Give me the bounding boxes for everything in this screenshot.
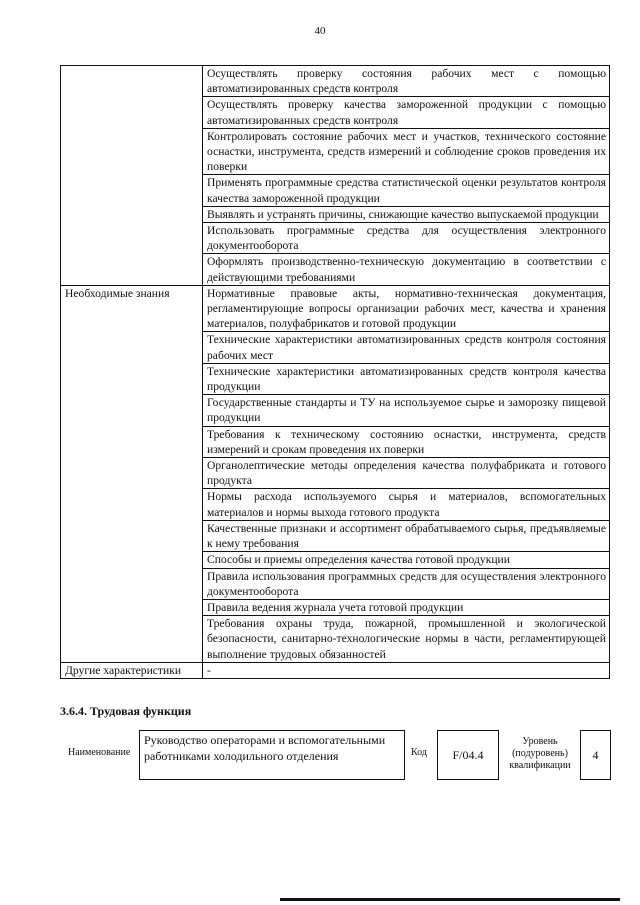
row-text-cell: Правила ведения журнала учета готовой продукции [203,599,610,615]
section-title: 3.6.4. Трудовая функция [60,704,192,718]
row-text-cell: Нормативные правовые акты, нормативно-техническая документация, регламентирующие вопросы организации рабочих мест, качества и хранения материалов, полуфабрикатов и готовой продукции [203,285,610,332]
row-text-cell: Технические характеристики автоматизированных средств контроля качества продукции [203,363,610,394]
row-text-cell: Контролировать состояние рабочих мест и участков, технического состояние оснастки, инструмента, средств измерений и соблюдение сроков проведения их поверки [203,128,610,175]
row-text-cell: Осуществлять проверку качества замороженной продукции с помощью автоматизированных средств контроля [203,97,610,128]
table-row [61,285,610,332]
code-value-box [437,730,499,780]
row-text-cell: Правила использования программных средств для осуществления электронного документооборота [203,568,610,599]
labor-function-row [0,730,640,780]
row-label-cell [61,66,203,286]
row-text-cell: Оформлять производственно-техническую документацию в соответствии с действующими требованиями [203,254,610,285]
name-label: Наименование [68,747,131,758]
row-text-cell: Качественные признаки и ассортимент обрабатываемого сырья, предъявляемые к нему требования [203,520,610,551]
row-text-cell: Государственные стандарты и ТУ на используемое сырье и заморозку пищевой продукции [203,395,610,426]
row-text-cell: Требования охраны труда, пожарной, промышленной и экологической безопасности, санитарно-технологические нормы в части, регламентирующей выполнение трудовых обязанностей [203,616,610,663]
row-text-cell: Требования к техническому состоянию оснастки, инструмента, средств измерений и срокам проведения их поверки [203,426,610,457]
row-text-cell: Нормы расхода используемого сырья и материалов, вспомогательных материалов и нормы выхода готового продукта [203,489,610,520]
code-value: F/04.4 [452,747,484,762]
table-row [61,662,610,678]
row-text-cell: Способы и приемы определения качества готовой продукции [203,552,610,568]
level-value: 4 [592,747,599,762]
row-label-cell: Другие характеристики [61,662,203,678]
code-label: Код [411,747,427,758]
page-number: 40 [314,25,326,37]
table-row [61,66,610,97]
row-text-cell: - [203,662,610,678]
level-label: Уровень (подуровень) квалификации [509,736,571,771]
row-text-cell: Выявлять и устранять причины, снижающие качество выпускаемой продукции [203,206,610,222]
requirements-table [60,65,610,679]
row-text-cell: Осуществлять проверку состояния рабочих мест с помощью автоматизированных средств контроля [203,66,610,97]
row-text-cell: Технические характеристики автоматизированных средств контроля состояния рабочих мест [203,332,610,363]
name-value-box [139,730,405,780]
page-bottom-edge [280,898,620,901]
row-text-cell: Органолептические методы определения качества полуфабриката и готового продукта [203,458,610,489]
row-label-cell: Необходимые знания [61,285,203,662]
name-value: Руководство операторами и вспомогательными работниками холодильного отделения [144,733,386,763]
row-text-cell: Применять программные средства статистической оценки результатов контроля качества замороженной продукции [203,175,610,206]
row-text-cell: Использовать программные средства для осуществления электронного документооборота [203,223,610,254]
level-value-box [580,730,611,780]
